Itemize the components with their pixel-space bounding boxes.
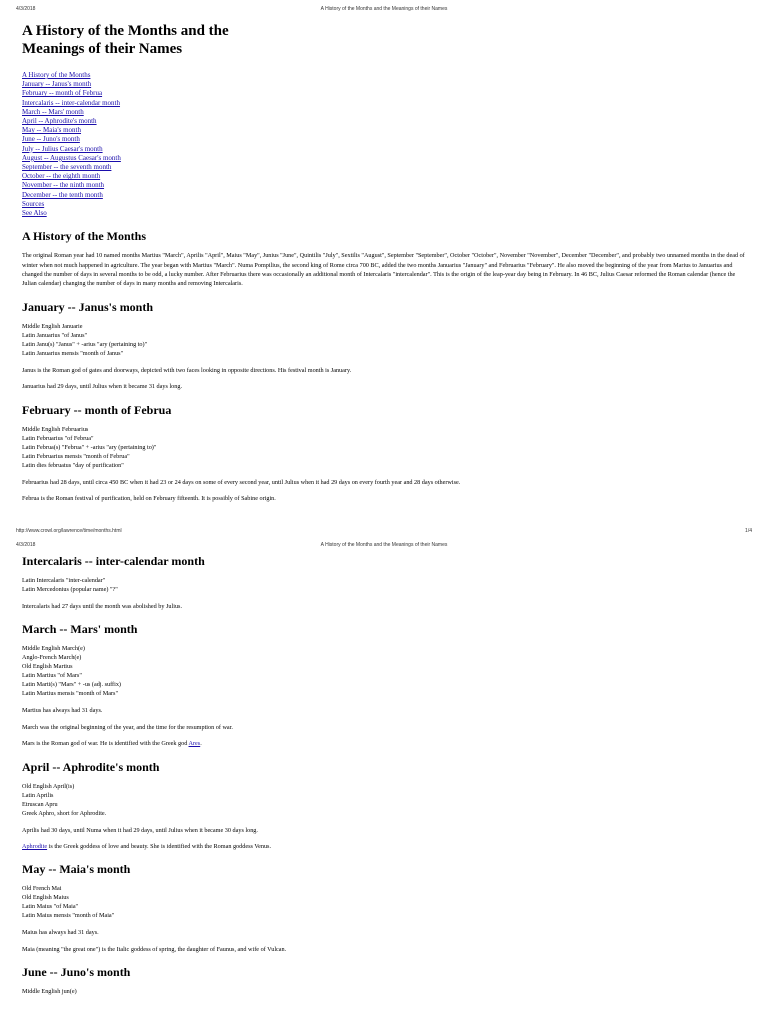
- aphrodite-link[interactable]: Aphrodite: [22, 843, 48, 851]
- toc-link-july[interactable]: July -- Julius Caesar's month: [22, 144, 103, 153]
- page-content: [22, 22, 750, 511]
- history-paragraph: The original Roman year had 10 named months Martius "March", Aprilis "April", Maius "May", Junius "June", Quintilis "July", Sextilis "August", September "September", October "October", November "November", December "December", and probably two unnamed months in the dead of winter when not much happened in agriculture. The year began with Martius "March". Numa Pompilius, the second king of Rome circa 700 BC, added the two months Januarius "January" and Februarius "February". He also moved the beginning of the year from Marius to Januarius and changed the number of days in several months to be odd, a lucky number. After Februarius there was occasionally an additional month of Intercalaris "intercalendar". This is the origin of the leap-year day being in February. In 46 BC, Julius Caesar reformed the Roman calendar (hence the Julian calendar) changing the number of days in many months and removing Intercalaris.: [22, 252, 745, 288]
- etymology-line: Latin Martius mensis "month of Mars": [22, 690, 118, 698]
- section-heading-april: April -- Aphrodite's month: [22, 759, 160, 774]
- etymology-list: [22, 884, 750, 920]
- page-title: A History of the Months and the Meanings of their Names: [22, 23, 229, 57]
- toc-item: [22, 80, 750, 89]
- etymology-line: Latin Maius "of Maia": [22, 903, 79, 911]
- etymology-line: Latin Intercalaris "inter-calendar": [22, 577, 106, 584]
- toc-link-march[interactable]: March -- Mars' month: [22, 107, 84, 116]
- etymology-line: Latin Februarius "of Februa": [22, 434, 94, 442]
- toc-item: [22, 117, 750, 126]
- section-heading-may: May -- Maia's month: [22, 862, 131, 877]
- etymology-line: Latin Maius mensis "month of Maia": [22, 912, 115, 920]
- toc-link-june[interactable]: June -- Juno's month: [22, 135, 80, 144]
- toc-item: [22, 126, 750, 135]
- print-date: 4/3/2018: [16, 6, 36, 12]
- toc-link-december[interactable]: December -- the tenth month: [22, 190, 103, 199]
- etymology-line: Latin Marti(s) "Mars" + -us (adj. suffix): [22, 681, 121, 689]
- etymology-line: Old English Maius: [22, 894, 69, 902]
- etymology-list: [22, 782, 750, 818]
- march-paragraph: Mars is the Roman god of war. He is identified with the Greek god Ares.: [22, 740, 202, 748]
- print-page-number: 1/4: [745, 528, 752, 534]
- april-paragraph: Aphrodite is the Greek goddess of love and beauty. She is identified with the Roman goddess Venus.: [22, 843, 272, 851]
- etymology-line: Latin Janu(s) "Janus" + -arius "ary (pertaining to)": [22, 340, 148, 348]
- etymology-line: Latin Martius "of Mars": [22, 672, 82, 680]
- print-header: [16, 542, 752, 548]
- march-paragraph: March was the original beginning of the year, and the time for the resumption of war.: [22, 723, 233, 731]
- print-title: A History of the Months and the Meanings of their Names: [320, 6, 448, 12]
- toc-item: [22, 135, 750, 144]
- toc-item: [22, 71, 750, 80]
- etymology-line: Latin Aprilis: [22, 791, 54, 799]
- may-paragraph: Maia (meaning "the great one") is the Italic goddess of spring, the daughter of Faunus, and wife of Vulcan.: [22, 945, 287, 953]
- toc-link-october[interactable]: October -- the eighth month: [22, 172, 101, 181]
- toc-item: [22, 209, 750, 218]
- toc-link-sources[interactable]: Sources: [22, 199, 45, 208]
- etymology-line: Middle English jun(e): [22, 988, 77, 996]
- toc-item: [22, 99, 750, 108]
- toc-item: [22, 181, 750, 190]
- etymology-line: Old English April(is): [22, 782, 75, 790]
- ares-link[interactable]: Ares: [188, 740, 201, 748]
- table-of-contents: [22, 71, 750, 218]
- etymology-list: [22, 987, 750, 996]
- print-date: 4/3/2018: [16, 542, 36, 548]
- intercalaris-paragraph: Intercalaris had 27 days until the month was abolished by Julius.: [22, 603, 182, 610]
- january-paragraph: Januarius had 29 days, until Julius when it became 31 days long.: [22, 383, 182, 391]
- toc-item: [22, 145, 750, 154]
- etymology-line: Old English Martius: [22, 663, 73, 671]
- etymology-list: [22, 576, 750, 594]
- toc-link-april[interactable]: April -- Aphrodite's month: [22, 117, 97, 126]
- toc-item: [22, 200, 750, 209]
- etymology-line: Latin dies februatus "day of purification": [22, 461, 124, 469]
- january-paragraph: Janus is the Roman god of gates and doorways, depicted with two faces looking in opposite directions. His festival month is January.: [22, 366, 352, 374]
- etymology-line: Middle English March(e): [22, 645, 85, 653]
- toc-link-november[interactable]: November -- the ninth month: [22, 181, 105, 190]
- etymology-line: Latin Februa(s) "Februa" + -arius "ary (pertaining to)": [22, 443, 157, 451]
- etymology-line: Middle English Januarie: [22, 322, 83, 330]
- toc-link-may[interactable]: May -- Maia's month: [22, 126, 82, 135]
- print-footer: [16, 528, 752, 534]
- section-heading-february: February -- month of Februa: [22, 402, 172, 417]
- toc-link-january[interactable]: January -- Janus's month: [22, 80, 92, 89]
- toc-link-february[interactable]: February -- month of Februa: [22, 89, 103, 98]
- etymology-line: Latin Januarius mensis "month of Janus": [22, 349, 124, 357]
- toc-item: [22, 191, 750, 200]
- toc-item: [22, 89, 750, 98]
- toc-link-september[interactable]: September -- the seventh month: [22, 163, 112, 172]
- print-title: A History of the Months and the Meanings of their Names: [320, 542, 448, 548]
- section-heading-january: January -- Janus's month: [22, 299, 154, 314]
- etymology-line: Middle English Februarius: [22, 425, 89, 433]
- print-url: http://www.crowl.org/lawrence/time/months.html: [16, 528, 122, 534]
- section-heading-march: March -- Mars' month: [22, 622, 138, 637]
- toc-link-see-also[interactable]: See Also: [22, 209, 47, 218]
- pdf-page-2: [0, 536, 768, 1024]
- april-paragraph: Aprilis had 30 days, until Numa when it had 29 days, until Julius when it became 30 days long.: [22, 826, 258, 834]
- may-paragraph: Maius has always had 31 days.: [22, 929, 99, 937]
- etymology-list: [22, 322, 750, 358]
- etymology-line: Anglo-French March(e): [22, 654, 82, 662]
- february-paragraph: Februa is the Roman festival of purification, held on February fifteenth. It is possibly of Sabine origin.: [22, 495, 276, 503]
- etymology-line: Latin Februarius mensis "month of Februa": [22, 452, 130, 460]
- toc-item: [22, 108, 750, 117]
- section-heading-intercalaris: Intercalaris -- inter-calendar month: [22, 554, 205, 568]
- toc-link-history[interactable]: A History of the Months: [22, 71, 91, 79]
- etymology-line: Greek Aphro, short for Aphrodite.: [22, 809, 107, 817]
- toc-item: [22, 154, 750, 163]
- page-content: [22, 554, 750, 1004]
- section-heading-history: A History of the Months: [22, 229, 146, 244]
- etymology-list: [22, 644, 750, 698]
- february-paragraph: Februarius had 28 days, until circa 450 BC when it had 23 or 24 days on some of every second year, until Julius when it had 29 days on every fourth year and 28 days otherwise.: [22, 478, 461, 486]
- etymology-line: Etruscan Apru: [22, 800, 58, 808]
- toc-link-intercalaris[interactable]: Intercalaris -- inter-calendar month: [22, 98, 121, 107]
- etymology-line: Latin Mercedonius (popular name) "?": [22, 586, 118, 593]
- print-header: [16, 6, 752, 12]
- etymology-line: Latin Januarius "of Janus": [22, 331, 88, 339]
- etymology-list: [22, 425, 750, 470]
- toc-item: [22, 163, 750, 172]
- etymology-line: Old French Mai: [22, 885, 62, 893]
- toc-item: [22, 172, 750, 181]
- march-paragraph: Martius has always had 31 days.: [22, 707, 103, 715]
- section-heading-june: June -- Juno's month: [22, 965, 131, 980]
- toc-link-august[interactable]: August -- Augustus Caesar's month: [22, 153, 121, 162]
